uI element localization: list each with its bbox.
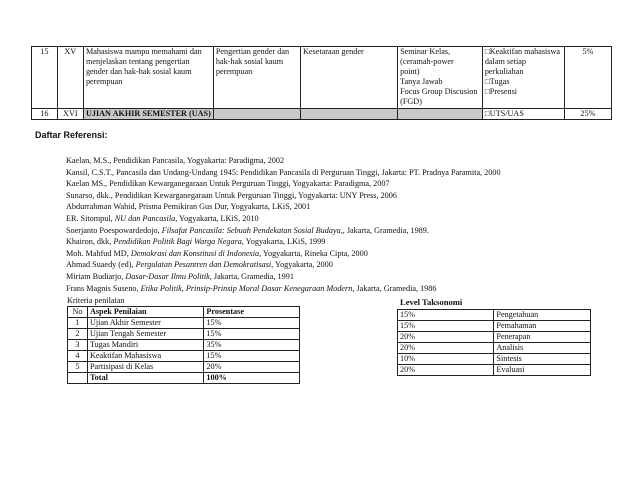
- percentage: 15%: [204, 318, 300, 329]
- percentage: 20%: [204, 362, 300, 373]
- table-row: [32, 47, 612, 109]
- checkbox-icon: □: [484, 87, 490, 96]
- references-heading: Daftar Referensi:: [35, 130, 108, 140]
- level: Pengetahuan: [494, 310, 591, 321]
- reference-item: Frans Magnis Suseno, Etika Politik, Prinsip-Prinsip Moral Dasar Kenegaraan Modern, Jakarta, Gramedia, 1986: [66, 283, 437, 293]
- table-row: [398, 321, 591, 332]
- percentage: 15%: [398, 310, 494, 321]
- assessment: □UTS/UAS: [482, 109, 564, 120]
- percentage: 20%: [398, 343, 494, 354]
- method-line: point): [400, 67, 420, 76]
- empty-cell: [213, 109, 300, 120]
- reference-item: Sunarso, dkk., Pendidikan Kewarganegaraan Untuk Perguruan Tinggi, Yogyakarta: UNY Press, 2006: [66, 190, 397, 200]
- competency: Mahasiswa mampu memahami dan menjelaskan tentang pengertian gender dan hak-hak sosial kaum perempuan: [83, 47, 213, 109]
- empty-cell: [68, 373, 88, 384]
- reference-item: Soerjanto Poespowardedojo, Filsafat Pancasila: Sebuah Pendekatan Sosial Budaya,, Jakarta, Gramedia, 1989.: [66, 225, 429, 235]
- row-number: 4: [68, 351, 88, 362]
- reference-item: Kaelan MS., Pendidikan Kewarganegaraan Untuk Perguruan Tinggi, Yogyakarta: Paradigma, 2007: [66, 179, 390, 189]
- reference-item: Kansil, C.S.T., Pancasila dan Undang-Undang 1945: Pendidikan Pancasila di Perguruan Tinggi, Jakarta: PT. Pradnya Paramita, 2000: [66, 167, 501, 177]
- level: Sintesis: [494, 354, 591, 365]
- percentage: 20%: [398, 365, 494, 376]
- reference-title: Dasar-Dasar Ilmu Politik: [125, 271, 210, 281]
- table-row: [398, 343, 591, 354]
- reference-item: Kaelan, M.S., Pendidikan Pancasila, Yogyakarta: Paradigma, 2002: [66, 156, 285, 165]
- assessment-item: □Keaktifan mahasiswa dalam setiap perkuliahan: [484, 47, 561, 76]
- level: Penerapan: [494, 332, 591, 343]
- column-header: Aspek Penilaian: [87, 307, 203, 318]
- table-row: [398, 354, 591, 365]
- row-number: 3: [68, 340, 88, 351]
- level: Evaluasi: [494, 365, 591, 376]
- table-row: [32, 109, 612, 120]
- table-row: [68, 340, 300, 351]
- week: XV: [57, 47, 83, 109]
- table-row: [68, 362, 300, 373]
- taxonomy-table: [397, 309, 591, 376]
- empty-cell: [398, 109, 483, 120]
- reference-item: Moh. Mahfud MD, Demokrasi dan Konstitusi di Indonesia, Yogyakarta, Rineka Cipta, 2000: [66, 248, 368, 258]
- column-header: No: [68, 307, 88, 318]
- total-row: [68, 373, 300, 384]
- total-label: Total: [87, 373, 203, 384]
- table-row: [68, 329, 300, 340]
- aspect: Partisipasi di Kelas: [87, 362, 203, 373]
- checkbox-icon: □: [484, 109, 490, 118]
- taxonomy-body: [398, 310, 591, 376]
- checkbox-icon: □: [484, 47, 490, 56]
- criteria-table: [67, 306, 300, 384]
- level: Analisis: [494, 343, 591, 354]
- percentage: 20%: [398, 332, 494, 343]
- method: [398, 47, 483, 109]
- material: Pengertian gender dan hak-hak sosial kaum perempuan: [213, 47, 300, 109]
- empty-cell: [301, 109, 398, 120]
- aspect: Ujian Tengah Semester: [87, 329, 203, 340]
- reference-title: Filsafat Pancasila: Sebuah Pendekatan Sosial Budaya: [161, 225, 341, 235]
- indicator: Kesetaraan gender: [301, 47, 398, 109]
- reference-title: Demokrasi dan Konstitusi di Indonesia: [130, 248, 260, 258]
- percentage: 10%: [398, 354, 494, 365]
- table-row: [398, 310, 591, 321]
- table-row: [68, 351, 300, 362]
- reference-title: NU dan Pancasila: [114, 213, 176, 223]
- assessment-item: □Presensi: [484, 87, 518, 96]
- reference-item: Khairon, dkk, Pendidikan Politik Bagi Warga Negara, Yogyakarta, LKiS, 1999: [66, 237, 326, 247]
- reference-item: Ahmad Suaedy (ed), Pergulatan Pesantren dan Demokratisasi, Yogyakarta, 2000: [66, 260, 333, 270]
- table-row: [398, 332, 591, 343]
- row-number: 2: [68, 329, 88, 340]
- aspect: Tugas Mandiri: [87, 340, 203, 351]
- row-number: 15: [32, 47, 58, 109]
- row-number: 5: [68, 362, 88, 373]
- percentage: 15%: [398, 321, 494, 332]
- table-row: [398, 365, 591, 376]
- row-number: 16: [32, 109, 58, 120]
- method-line: Seminar Kelas,: [400, 47, 451, 56]
- weight: 5%: [564, 47, 611, 109]
- table-row: [68, 318, 300, 329]
- total-value: 100%: [204, 373, 300, 384]
- checkbox-icon: □: [484, 77, 490, 86]
- table-header-row: [68, 307, 300, 318]
- aspect: Keaktifan Mahasiswa: [87, 351, 203, 362]
- exam-label: UJIAN AKHIR SEMESTER (UAS): [83, 109, 213, 120]
- criteria-body: [68, 318, 300, 373]
- syllabus-table: [31, 46, 612, 120]
- reference-item: ER. Sitompul, NU dan Pancasila, Yogyakarta, LKiS, 2010: [66, 213, 259, 223]
- aspect: Ujian Akhir Semester: [87, 318, 203, 329]
- percentage: 15%: [204, 329, 300, 340]
- level: Pemahaman: [494, 321, 591, 332]
- reference-item: Miriam Budiarjo, Dasar-Dasar Ilmu Politik, Jakarta, Gramedia, 1991: [66, 271, 294, 281]
- assessment: [482, 47, 564, 109]
- method-line: Tanya Jawab: [400, 77, 443, 86]
- assessment-item: □Tugas: [484, 77, 510, 86]
- method-line: (ceramah-power: [400, 57, 454, 66]
- reference-item: Abdurrahman Wahid, Prisma Pemikiran Gus Dur, Yogyakarta, LKiS, 2001: [66, 202, 311, 212]
- taxonomy-title: Level Taksonomi: [400, 297, 463, 307]
- percentage: 15%: [204, 351, 300, 362]
- reference-title: Pergulatan Pesantren dan Demokratisasi: [135, 260, 272, 270]
- method-line: Focus Group Discusion: [400, 87, 478, 96]
- method-line: (FGD): [400, 97, 422, 106]
- references-list: [66, 155, 626, 294]
- percentage: 35%: [204, 340, 300, 351]
- criteria-caption: Kriteria penilaian: [67, 296, 125, 305]
- reference-title: Pendidikan Politik Bagi Warga Negara: [113, 237, 242, 247]
- column-header: Prosentase: [204, 307, 300, 318]
- weight: 25%: [564, 109, 611, 120]
- reference-title: Etika Politik, Prinsip-Prinsip Moral Dasar Kenegaraan Modern: [140, 283, 353, 293]
- week: XVI: [57, 109, 83, 120]
- row-number: 1: [68, 318, 88, 329]
